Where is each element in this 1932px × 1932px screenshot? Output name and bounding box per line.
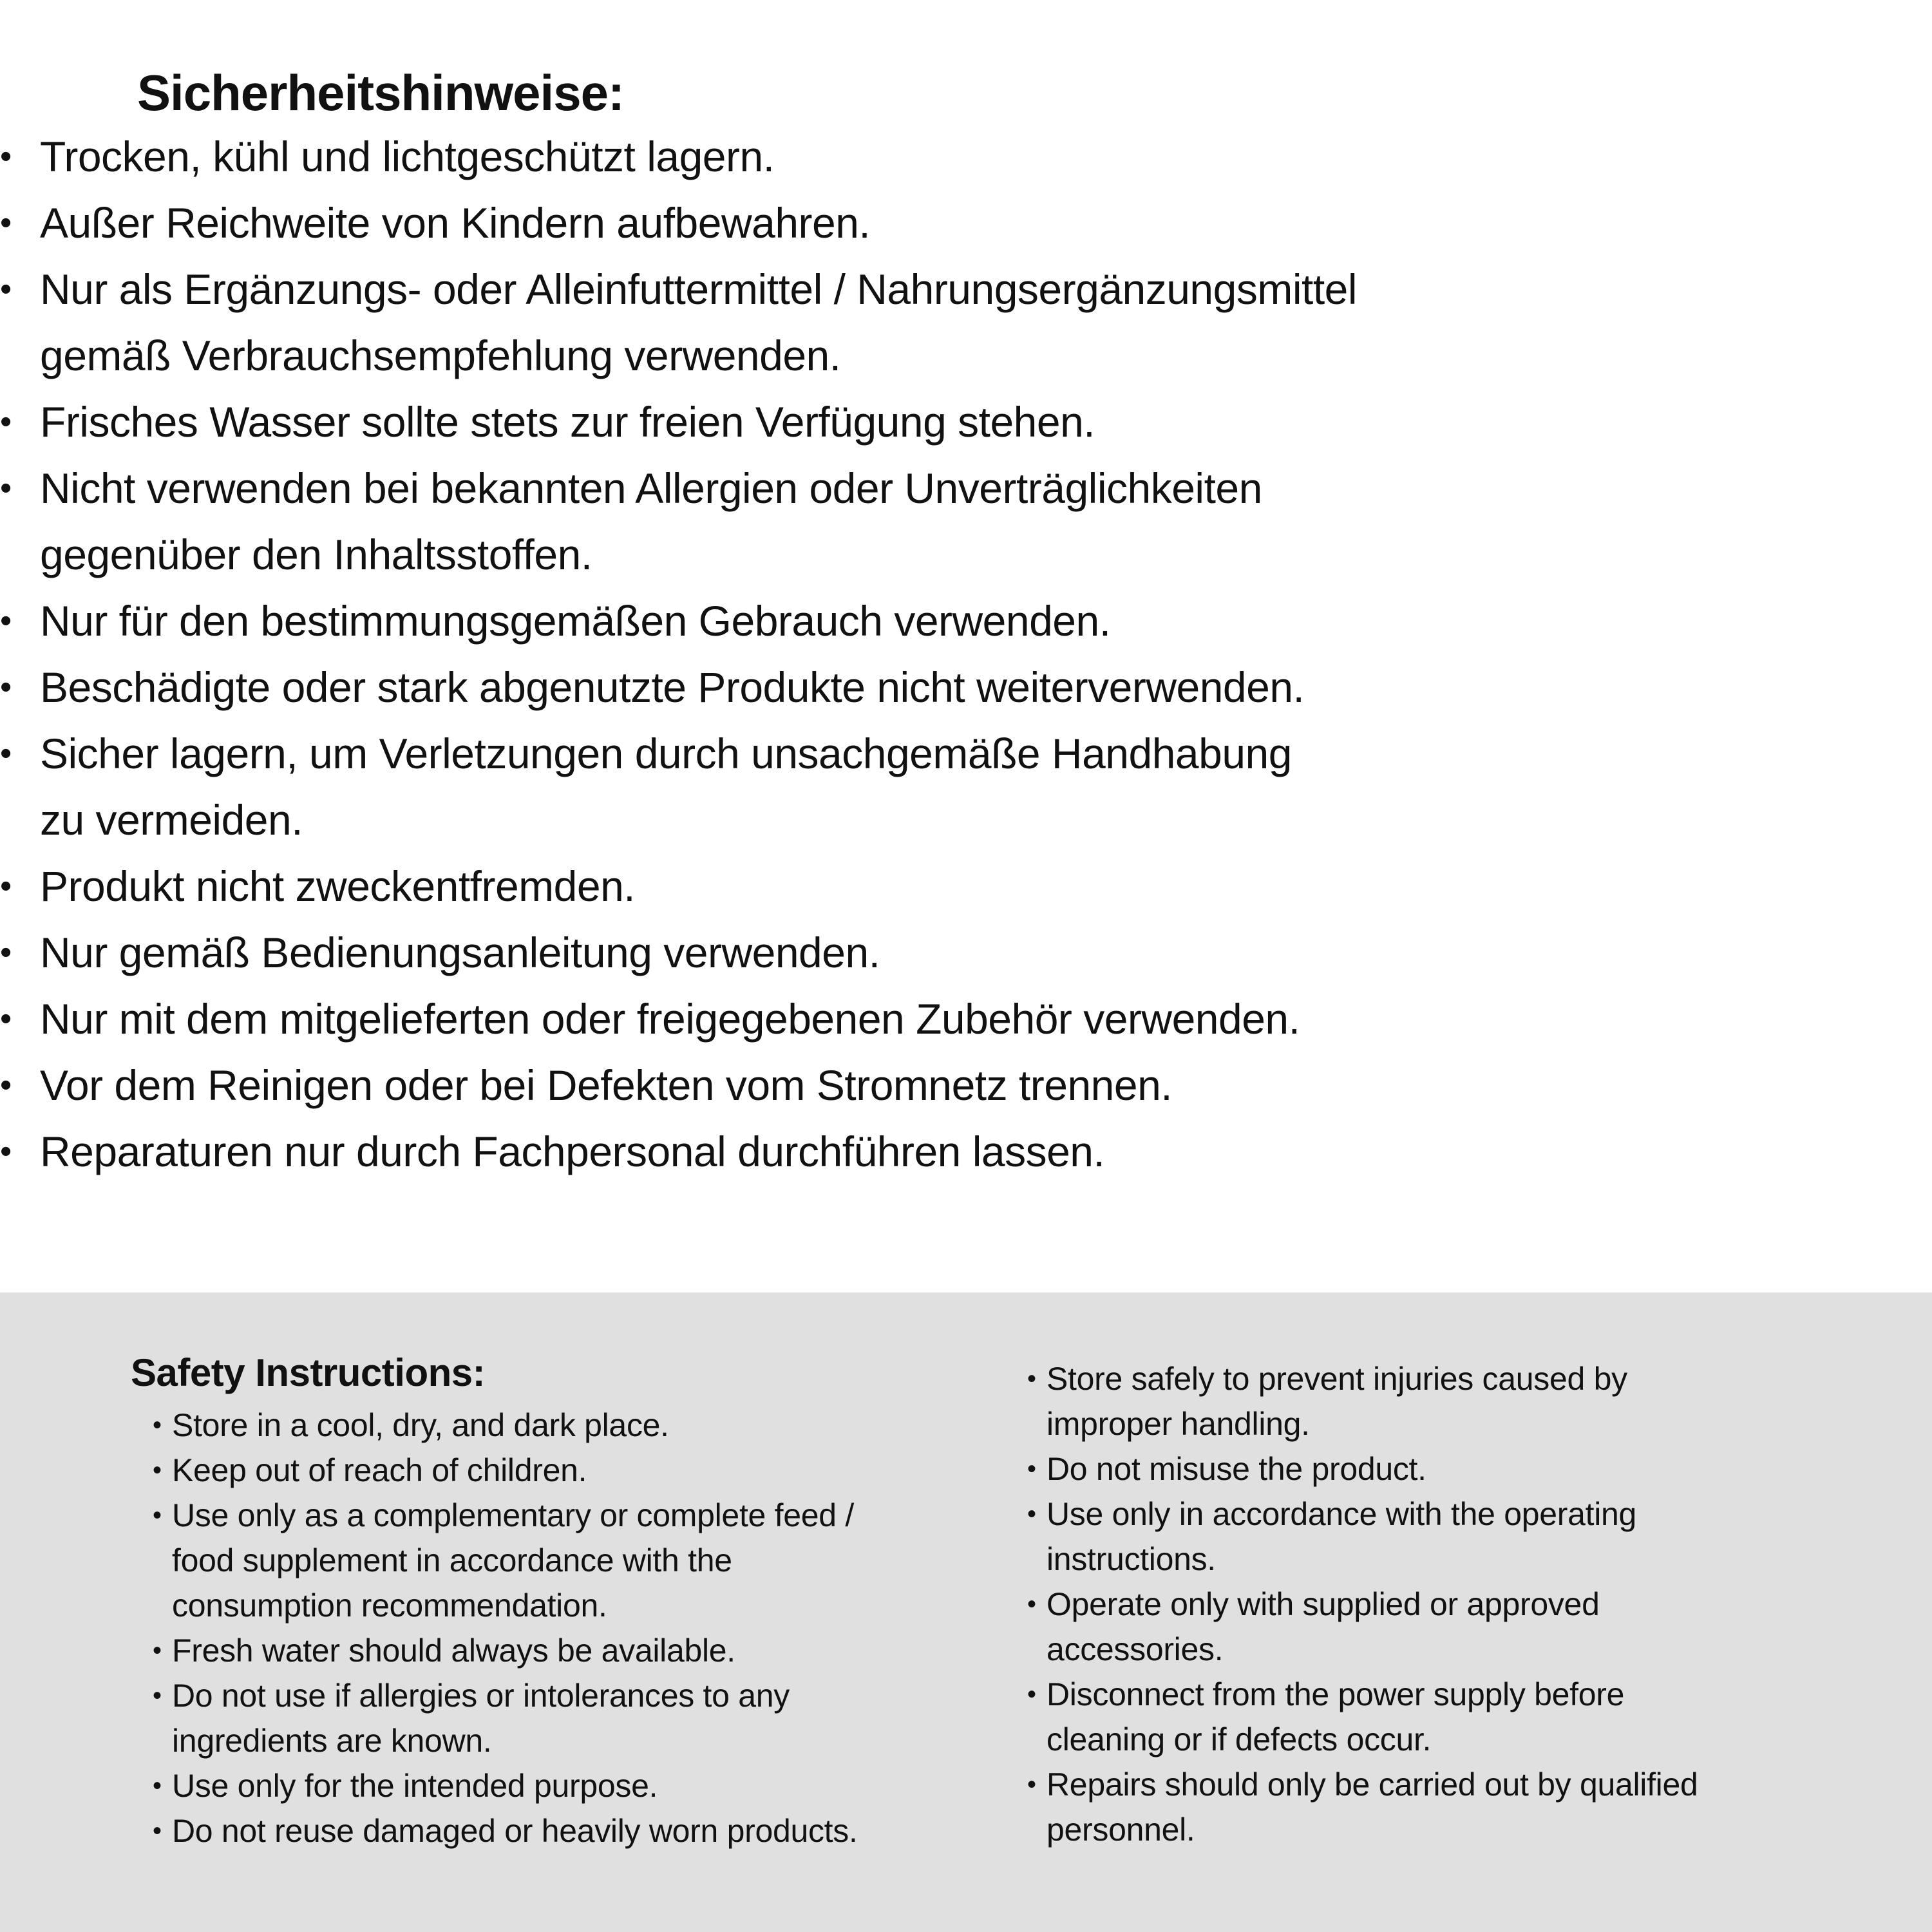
bullet-dot: • — [0, 933, 12, 971]
list-item — [0, 124, 1932, 190]
bullet-dot: • — [0, 137, 12, 175]
bullet-dot: • — [1027, 1680, 1036, 1709]
list-item-text: Keep out of reach of children. — [172, 1452, 587, 1488]
bullet-dot: • — [153, 1501, 162, 1530]
list-item — [0, 1052, 1932, 1119]
list-item-text: Store in a cool, dry, and dark place. — [172, 1407, 669, 1443]
list-item-text: Frisches Wasser sollte stets zur freien Verfügung stehen. — [40, 397, 1095, 446]
list-item — [153, 1493, 1027, 1628]
english-safety-section — [0, 1293, 1932, 1932]
bullet-dot: • — [0, 270, 12, 308]
german-section-title: Sicherheitshinweise: — [137, 64, 624, 121]
list-item-text: Nicht verwenden bei bekannten Allergien oder Unverträglichkeiten gegenüber den Inhaltsstoffen. — [40, 464, 1262, 578]
bullet-dot: • — [153, 1817, 162, 1845]
list-item — [153, 1673, 1027, 1763]
list-item — [0, 190, 1932, 256]
list-item-text: Nur für den bestimmungsgemäßen Gebrauch verwenden. — [40, 596, 1111, 645]
bullet-dot: • — [0, 204, 12, 242]
list-item — [0, 654, 1932, 721]
list-item — [0, 920, 1932, 986]
list-item — [0, 389, 1932, 455]
list-item — [0, 986, 1932, 1052]
list-item-text: Beschädigte oder stark abgenutzte Produkte nicht weiterverwenden. — [40, 663, 1305, 711]
list-item — [0, 256, 1932, 389]
list-item-text: Store safely to prevent injuries caused by improper handling. — [1046, 1361, 1627, 1442]
bullet-dot: • — [1027, 1455, 1036, 1483]
bullet-dot: • — [0, 1132, 12, 1170]
list-item — [1027, 1762, 1893, 1852]
list-item-text: Reparaturen nur durch Fachpersonal durchführen lassen. — [40, 1127, 1105, 1175]
english-safety-list-right — [1027, 1356, 1893, 1852]
list-item — [1027, 1582, 1893, 1672]
list-item-text: Use only for the intended purpose. — [172, 1768, 658, 1804]
bullet-dot: • — [0, 867, 12, 905]
bullet-dot: • — [0, 668, 12, 706]
list-item-text: Fresh water should always be available. — [172, 1633, 735, 1669]
list-item-text: Außer Reichweite von Kindern aufbewahren. — [40, 198, 871, 247]
bullet-dot: • — [1027, 1590, 1036, 1618]
english-safety-list-left — [153, 1403, 1027, 1853]
list-item-text: Do not use if allergies or intolerances to any ingredients are known. — [172, 1678, 790, 1759]
bullet-dot: • — [153, 1681, 162, 1710]
list-item — [1027, 1492, 1893, 1582]
list-item-text: Vor dem Reinigen oder bei Defekten vom Stromnetz trennen. — [40, 1061, 1173, 1109]
list-item-text: Trocken, kühl und lichtgeschützt lagern. — [40, 132, 775, 180]
list-item — [153, 1403, 1027, 1448]
list-item-text: Operate only with supplied or approved accessories. — [1046, 1586, 1600, 1667]
bullet-dot: • — [0, 402, 12, 440]
bullet-dot: • — [0, 469, 12, 507]
bullet-dot: • — [0, 734, 12, 772]
list-item-text: Do not reuse damaged or heavily worn products. — [172, 1813, 858, 1849]
list-item-text: Sicher lagern, um Verletzungen durch unsachgemäße Handhabung zu vermeiden. — [40, 729, 1292, 844]
list-item — [0, 853, 1932, 920]
list-item-text: Nur gemäß Bedienungsanleitung verwenden. — [40, 928, 880, 976]
list-item-text: Use only in accordance with the operating instructions. — [1046, 1496, 1637, 1577]
list-item — [0, 721, 1932, 853]
german-safety-list — [0, 124, 1932, 1185]
bullet-dot: • — [1027, 1500, 1036, 1528]
list-item-text: Repairs should only be carried out by qualified personnel. — [1046, 1766, 1698, 1848]
english-right-column — [1027, 1356, 1893, 1932]
list-item — [0, 588, 1932, 654]
list-item — [153, 1763, 1027, 1808]
bullet-dot: • — [153, 1772, 162, 1800]
list-item — [153, 1808, 1027, 1853]
list-item-text: Use only as a complementary or complete feed / food supplement in accordance with the consumption recommendation. — [172, 1497, 854, 1624]
list-item-text: Produkt nicht zweckentfremden. — [40, 862, 636, 910]
list-item — [1027, 1672, 1893, 1762]
bullet-dot: • — [153, 1411, 162, 1439]
bullet-dot: • — [0, 999, 12, 1037]
bullet-dot: • — [1027, 1770, 1036, 1799]
list-item — [153, 1448, 1027, 1493]
list-item-text: Nur mit dem mitgelieferten oder freigegebenen Zubehör verwenden. — [40, 994, 1300, 1043]
list-item-text: Do not misuse the product. — [1046, 1451, 1426, 1487]
list-item-text: Nur als Ergänzungs- oder Alleinfuttermittel / Nahrungsergänzungsmittel gemäß Verbrauchsempfehlung verwenden. — [40, 265, 1358, 379]
list-item — [153, 1628, 1027, 1673]
list-item — [0, 1119, 1932, 1185]
bullet-dot: • — [0, 1066, 12, 1104]
bullet-dot: • — [0, 601, 12, 639]
list-item-text: Disconnect from the power supply before cleaning or if defects occur. — [1046, 1676, 1625, 1757]
bullet-dot: • — [1027, 1365, 1036, 1393]
list-item — [0, 455, 1932, 588]
bullet-dot: • — [153, 1456, 162, 1484]
english-left-column — [131, 1350, 1027, 1932]
english-section-title: Safety Instructions: — [131, 1351, 486, 1394]
bullet-dot: • — [153, 1636, 162, 1665]
list-item — [1027, 1446, 1893, 1492]
list-item — [1027, 1356, 1893, 1446]
